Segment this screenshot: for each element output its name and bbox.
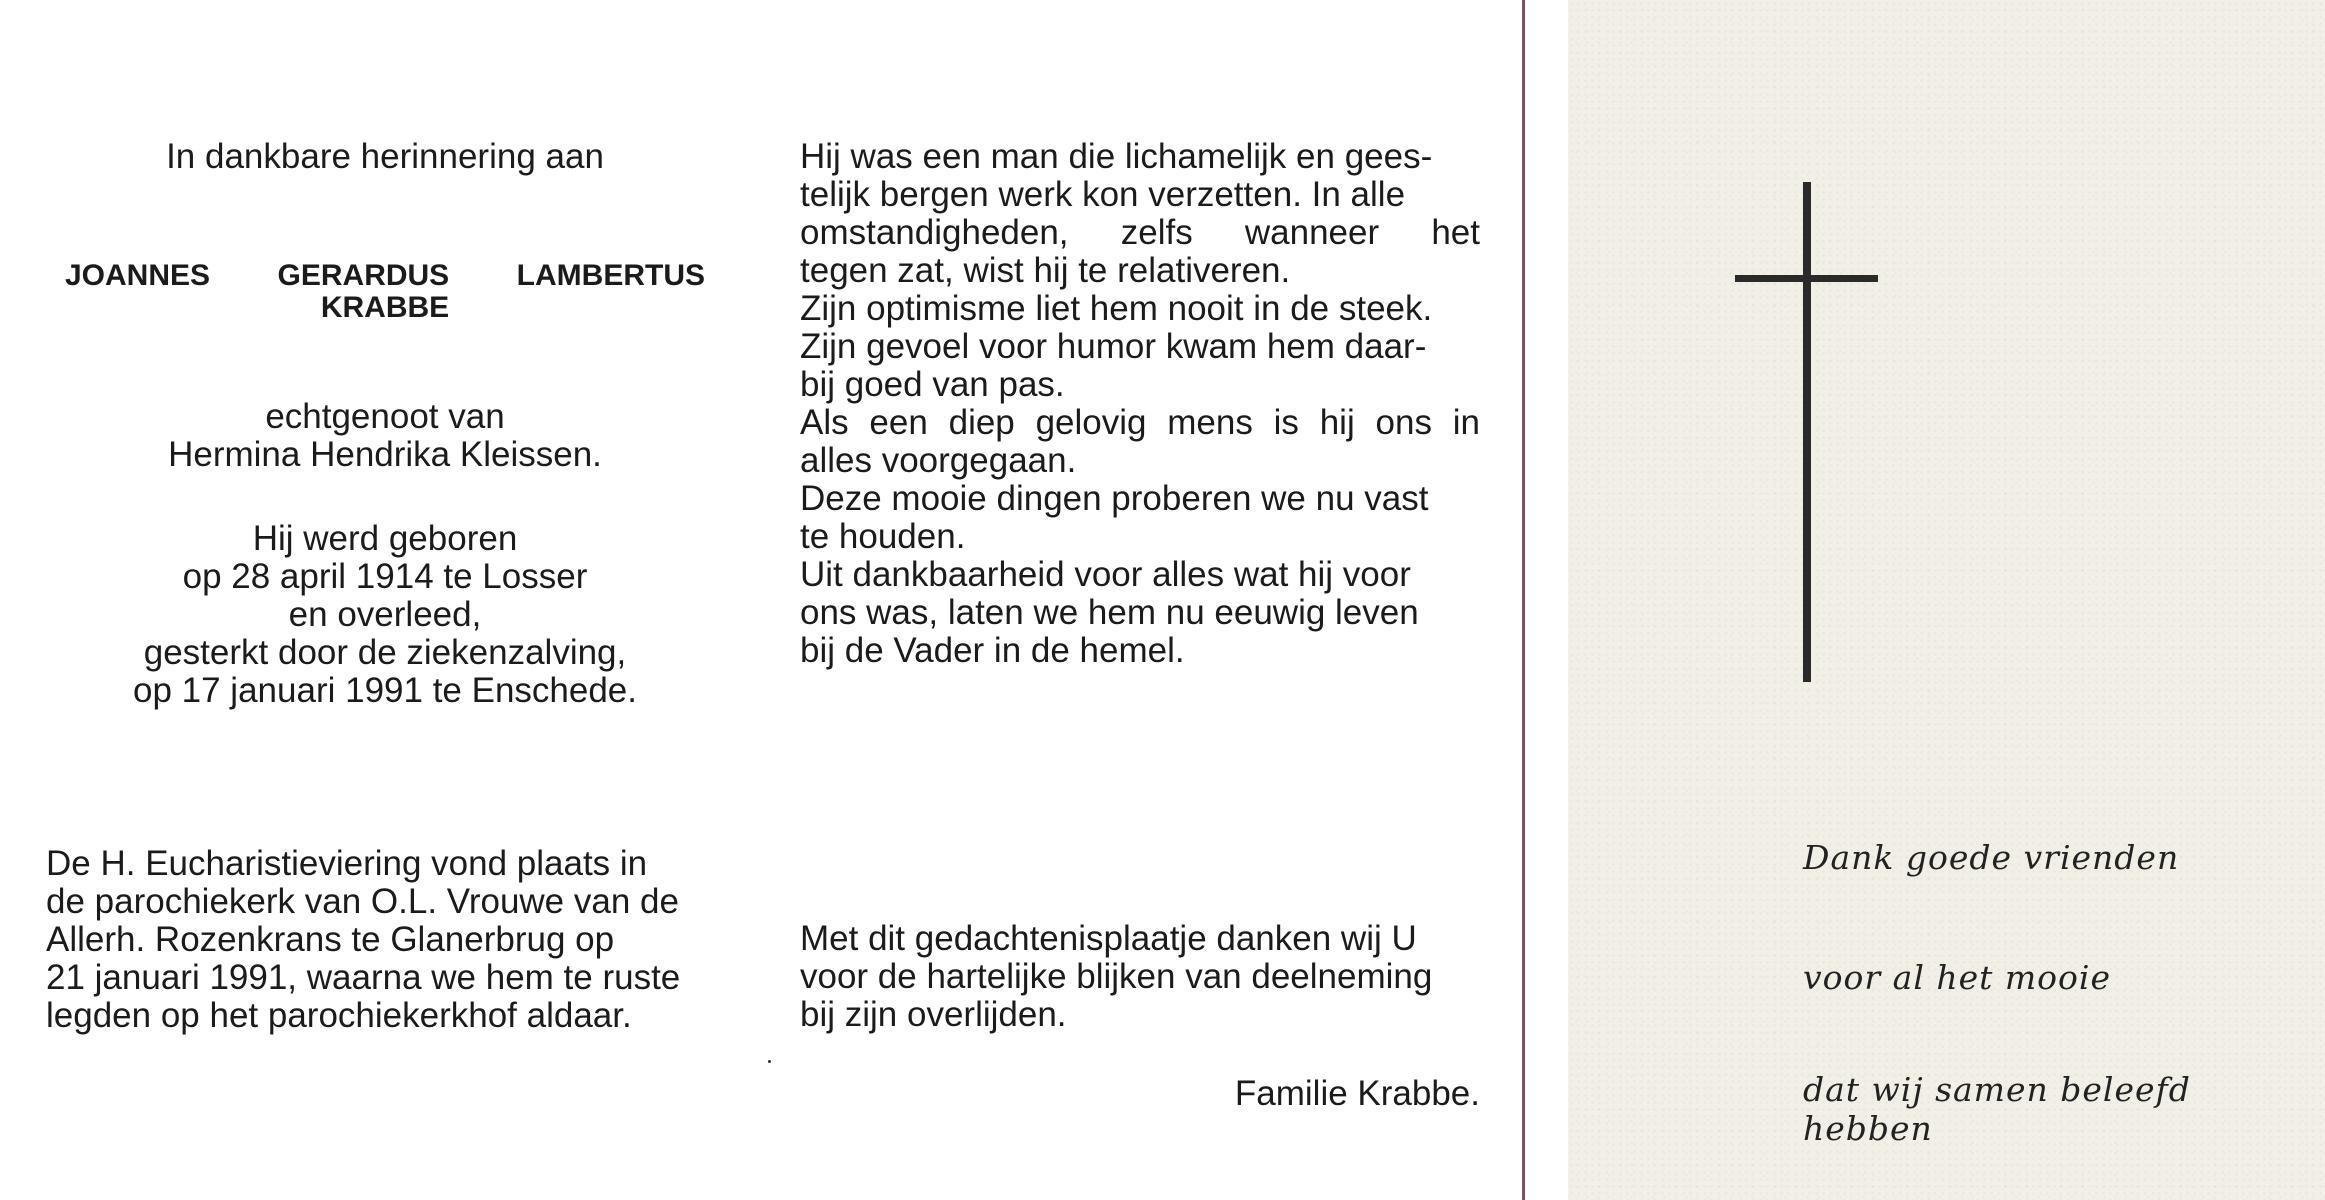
tribute-line: bij goed van pas. bbox=[800, 365, 1065, 404]
tribute-line: Deze mooie dingen proberen we nu vast bbox=[800, 479, 1429, 518]
service-line: de parochiekerk van O.L. Vrouwe van de bbox=[46, 882, 679, 921]
tribute-line: tegen zat, wist hij te relativeren. bbox=[800, 251, 1291, 290]
spouse-line: Hermina Hendrika Kleissen. bbox=[168, 435, 602, 474]
tribute-line: Als een diep gelovig mens is hij ons in bbox=[800, 403, 1480, 442]
thanks-paragraph bbox=[800, 920, 1480, 1034]
cross-vertical-beam bbox=[1803, 182, 1811, 682]
tribute-line: telijk bergen werk kon verzetten. In alle bbox=[800, 175, 1406, 214]
surname: KRABBE bbox=[320, 291, 450, 324]
tribute-line: alles voorgegaan. bbox=[800, 441, 1077, 480]
tribute-line: te houden. bbox=[800, 517, 966, 556]
tribute-line: bij de Vader in de hemel. bbox=[800, 631, 1185, 670]
tribute-line: Uit dankbaarheid voor alles wat hij voor bbox=[800, 555, 1411, 594]
service-paragraph bbox=[46, 845, 726, 1035]
tribute-line: Hij was een man die lichamelijk en gees- bbox=[800, 137, 1433, 176]
tribute-line: Zijn optimisme liet hem nooit in de steek. bbox=[800, 289, 1433, 328]
name-word: GERARDUS bbox=[277, 259, 450, 292]
birth-death-block bbox=[100, 520, 670, 710]
name-word: LAMBERTUS bbox=[516, 259, 705, 292]
service-line: De H. Eucharistieviering vond plaats in bbox=[46, 844, 648, 883]
spouse-block bbox=[130, 398, 640, 474]
birth-line: Hij werd geboren bbox=[252, 519, 518, 558]
deceased-name bbox=[65, 260, 705, 324]
tribute-line: Zijn gevoel voor humor kwam hem daar- bbox=[800, 327, 1427, 366]
tribute-line: omstandigheden, zelfs wanneer het bbox=[800, 213, 1480, 252]
thanks-line: Met dit gedachtenisplaatje danken wij U bbox=[800, 919, 1417, 958]
verse-line: dat wij samen beleefd hebben bbox=[1803, 1070, 2191, 1148]
memorial-card-cover bbox=[1568, 0, 2325, 1200]
name-word: JOANNES bbox=[65, 259, 211, 292]
cross-horizontal-beam bbox=[1735, 275, 1878, 282]
tribute-paragraph bbox=[800, 138, 1480, 670]
service-line: legden op het parochiekerkhof aldaar. bbox=[46, 996, 632, 1035]
intro-text: In dankbare herinnering aan bbox=[166, 137, 604, 176]
thanks-line: bij zijn overlijden. bbox=[800, 995, 1067, 1034]
service-line: Allerh. Rozenkrans te Glanerbrug op bbox=[46, 920, 615, 959]
thanks-line: voor de hartelijke blijken van deelneming bbox=[800, 957, 1433, 996]
birth-line: en overleed, bbox=[288, 595, 482, 634]
tribute-line: ons was, laten we hem nu eeuwig leven bbox=[800, 593, 1419, 632]
birth-line: op 17 januari 1991 te Enschede. bbox=[133, 671, 637, 710]
family-signature: Familie Krabbe. bbox=[1234, 1074, 1480, 1113]
service-line: 21 januari 1991, waarna we hem te ruste bbox=[46, 958, 681, 997]
card-gap bbox=[1525, 0, 1568, 1200]
birth-line: gesterkt door de ziekenzalving, bbox=[143, 633, 627, 672]
birth-line: op 28 april 1914 te Losser bbox=[182, 557, 588, 596]
spouse-line: echtgenoot van bbox=[265, 397, 505, 436]
verse-line: voor al het mooie bbox=[1803, 958, 2112, 997]
print-speck bbox=[768, 1060, 771, 1063]
card-fold-line bbox=[1522, 0, 1525, 1200]
verse-line: Dank goede vrienden bbox=[1803, 838, 2180, 877]
